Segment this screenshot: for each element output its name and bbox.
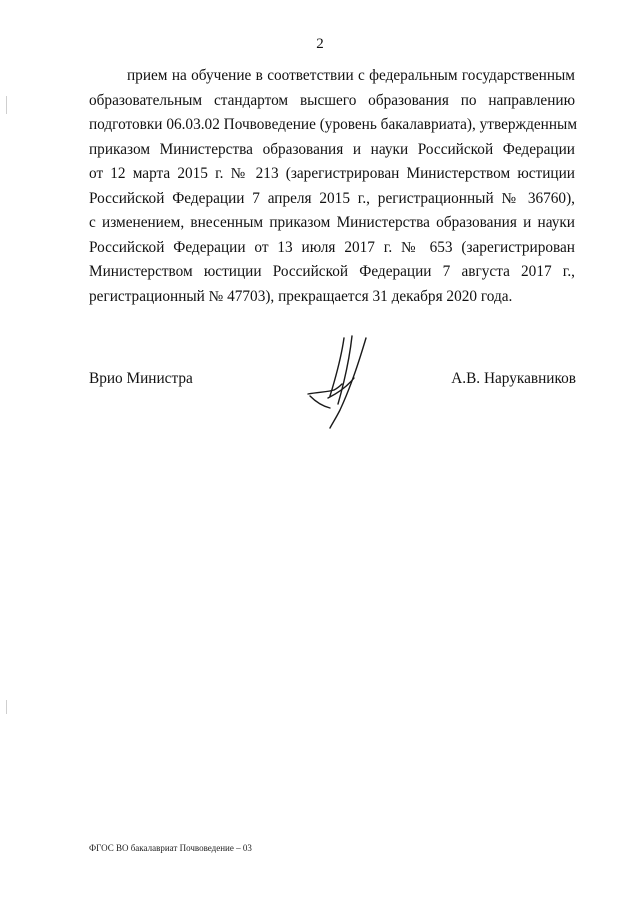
paragraph-line: подготовки 06.03.02 Почвоведение (уровень бакалавриата), утвержденным [89,116,578,133]
paragraph-line: прием на обучение в соответствии с федеральным государственным [127,67,575,84]
body-paragraph [89,64,578,309]
paragraph-line: регистрационный № 47703), прекращается 31 декабря 2020 года. [89,287,513,305]
paragraph-line: приказом Министерства образования и науки Российской Федерации [89,140,575,158]
paragraph-line: от 12 марта 2015 г. № 213 (зарегистрирован Министерством юстиции [89,165,575,182]
page-number: 2 [316,36,324,52]
scan-artifact [6,700,7,714]
document-footer: ФГОС ВО бакалавриат Почвоведение – 03 [89,843,252,853]
signatory-position: Врио Министра [89,370,193,387]
paragraph-line: Российской Федерации от 13 июля 2017 г. № 653 (зарегистрирован [89,238,575,256]
paragraph-line: с изменением, внесенным приказом Министерства образования и науки [89,214,575,231]
signatory-name: А.В. Нарукавников [451,370,576,387]
paragraph-line: Российской Федерации 7 апреля 2015 г., регистрационный № 36760), [89,189,575,207]
paragraph-line: Министерством юстиции Российской Федерации 7 августа 2017 г., [89,263,575,280]
paragraph-line: образовательным стандартом высшего образования по направлению [89,91,575,109]
scan-artifact [6,96,7,114]
handwritten-signature [300,332,384,432]
